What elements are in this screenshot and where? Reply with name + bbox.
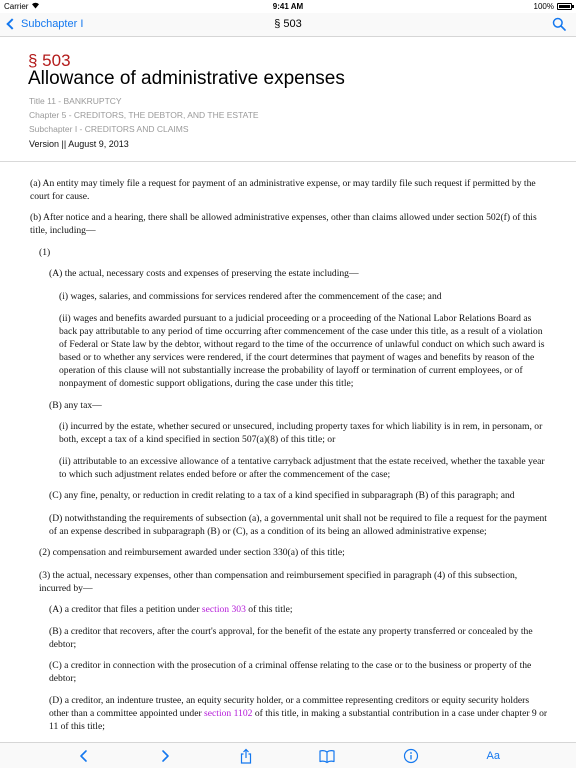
paragraph-text: (D) a creditor, an indenture trustee, an equity security holder, or a committee representing creditors or equity security holders other than a committee appointed under — [49, 695, 530, 719]
paragraph-text: (A) a creditor that files a petition under — [49, 604, 202, 615]
subchapter-breadcrumb: Subchapter I - CREDITORS AND CLAIMS — [29, 124, 189, 134]
paragraph-b-3-B: (B) a creditor that recovers, after the court's approval, for the benefit of the estate any property transferred or concealed by the debtor; — [49, 626, 533, 650]
nav-title: § 503 — [274, 18, 302, 30]
paragraph-b-1-A-ii: (ii) wages and benefits awarded pursuant to a judicial proceeding or a proceeding of the National Labor Relations Board as back pay attributable to any period of time occurring after commencement of the case under this title, as a result of a violation of Federal or State law by the debtor, without regard to the time of the occurrence of unlawful conduct on which such award is based or to whether any services were rendered, if the court determines that payment of wages and benefits by reason of the operation of this clause will not substantially increase the probability of layoff or termination of current employees, or of nonpayment of domestic support obligations, during the case under this title; — [59, 313, 545, 389]
bottom-toolbar — [0, 742, 576, 768]
share-icon — [238, 748, 254, 764]
paragraph-b-1-C: (C) any fine, penalty, or reduction in credit relating to a tax of a kind specified in subparagraph (B) of this paragraph; and — [49, 490, 515, 501]
paragraph-b: (b) After notice and a hearing, there shall be allowed administrative expenses, other than claims allowed under section 502(f) of this title, including— — [30, 212, 537, 236]
back-button-label: Subchapter I — [21, 18, 84, 30]
info-button[interactable] — [403, 748, 419, 764]
section-header — [0, 37, 576, 162]
paragraph-text: of this title; — [245, 604, 293, 615]
paragraph-b-1-B-ii: (ii) attributable to an excessive allowance of a tentative carryback adjustment that the estate received, whether the taxable year to which such adjustment relates ended before or after the commencement of the case; — [59, 456, 545, 480]
battery-icon — [557, 3, 572, 10]
section-303-link[interactable]: section 303 — [201, 604, 246, 615]
paragraph-b-1-D: (D) notwithstanding the requirements of subsection (a), a governmental unit shall not be required to file a request for the payment of an expense described in subparagraph (B) or (C), as a condition of its being an allowed administrative expense; — [49, 513, 547, 537]
text-size-button[interactable]: Aa — [486, 750, 500, 762]
status-bar — [0, 0, 576, 13]
chapter-breadcrumb: Chapter 5 - CREDITORS, THE DEBTOR, AND THE ESTATE — [29, 110, 259, 120]
clock: 9:41 AM — [272, 2, 304, 11]
bookmarks-button[interactable] — [319, 748, 335, 764]
paragraph-b-3-C: (C) a creditor in connection with the prosecution of a criminal offense relating to the case or to the business or property of the debtor; — [49, 660, 532, 684]
section-1102-link[interactable]: section 1102 — [204, 707, 253, 719]
title-breadcrumb: Title 11 - BANKRUPTCY — [29, 96, 122, 106]
paragraph-b-3-A — [49, 604, 549, 617]
paragraph-b-3-D — [49, 695, 549, 734]
paragraph-b-1-B-i: (i) incurred by the estate, whether secured or unsecured, including property taxes for which liability is in rem, in personam, or both, except a tax of a kind specified in section 507(a)(8) of this title; or — [59, 421, 543, 445]
chevron-right-icon — [157, 748, 173, 764]
paragraph-a: (a) An entity may timely file a request for payment of an administrative expense, or may tardily file such request if permitted by the court for cause. — [30, 178, 536, 202]
page-title: Allowance of administrative expenses — [28, 68, 345, 89]
carrier-label: Carrier — [4, 2, 29, 11]
book-icon — [319, 748, 335, 764]
paragraph-b-2: (2) compensation and reimbursement awarded under section 330(a) of this title; — [39, 547, 345, 558]
chevron-left-icon — [76, 748, 92, 764]
paragraph-b-1-A: (A) the actual, necessary costs and expenses of preserving the estate including— — [49, 268, 359, 279]
navigation-bar — [0, 13, 576, 37]
version-label: Version || August 9, 2013 — [29, 139, 129, 149]
paragraph-b-1: (1) — [39, 247, 51, 258]
info-icon — [403, 748, 419, 764]
previous-section-button[interactable] — [76, 748, 92, 764]
search-icon[interactable] — [552, 17, 566, 31]
share-button[interactable] — [238, 748, 254, 764]
next-section-button[interactable] — [157, 748, 173, 764]
paragraph-b-1-A-i: (i) wages, salaries, and commissions for services rendered after the commencement of the case; and — [59, 291, 442, 302]
statute-text — [0, 174, 576, 742]
paragraph-b-3: (3) the actual, necessary expenses, other than compensation and reimbursement specified in paragraph (4) of this subsection, incurred by— — [39, 570, 518, 594]
paragraph-b-1-B: (B) any tax— — [49, 400, 102, 411]
paragraph-text: of this title, in making a substantial contribution in a case under chapter 9 or 11 of this title; — [49, 707, 548, 732]
section-number: § 503 — [28, 51, 71, 70]
battery-percentage: 100% — [533, 2, 554, 11]
